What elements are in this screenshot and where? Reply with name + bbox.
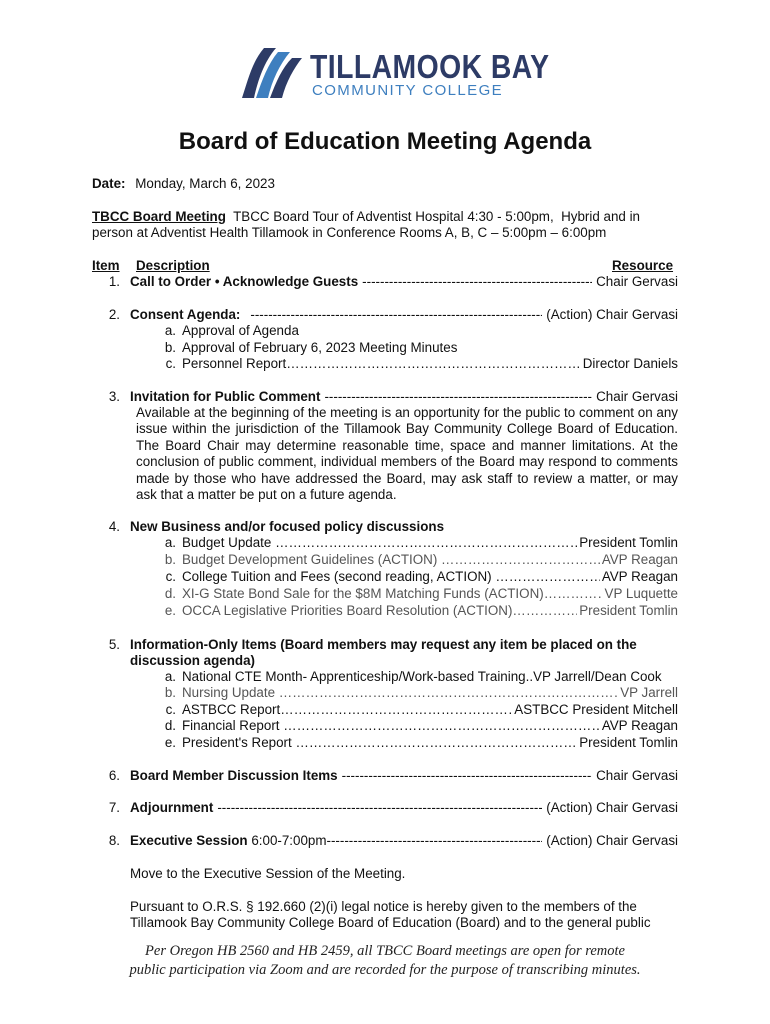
sub-letter: b. bbox=[164, 685, 176, 700]
leader-dots bbox=[279, 685, 618, 701]
item-4b-text: Budget Development Guidelines (ACTION) bbox=[182, 552, 441, 567]
leader-dots bbox=[495, 569, 599, 585]
leader-dots bbox=[283, 718, 600, 734]
item-6-number: 6. bbox=[108, 768, 120, 783]
item-5c-row bbox=[165, 702, 678, 718]
item-4c-row bbox=[165, 569, 678, 585]
item-3-number: 3. bbox=[108, 389, 120, 404]
item-5d-row bbox=[164, 718, 678, 734]
item-5a-text: National CTE Month- Apprenticeship/Work-based Training.. bbox=[182, 669, 534, 684]
item-2a-row bbox=[164, 323, 678, 339]
leader-dots bbox=[275, 535, 577, 551]
leader-dots bbox=[544, 586, 603, 602]
footer-line-1: Per Oregon HB 2560 and HB 2459, all TBCC Board meetings are open for remote bbox=[145, 943, 625, 959]
leader-dashes bbox=[342, 768, 593, 784]
item-4d-text: XI-G State Bond Sale for the $8M Matching Funds (ACTION) bbox=[182, 586, 544, 601]
leader-dashes bbox=[327, 833, 543, 849]
sub-letter: d. bbox=[164, 718, 176, 733]
item-2a-text: Approval of Agenda bbox=[182, 323, 299, 338]
item-8-number: 8. bbox=[108, 833, 120, 848]
item-4-title: New Business and/or focused policy discussions bbox=[130, 519, 445, 534]
sub-letter: b. bbox=[164, 552, 176, 567]
item-8-time: 6:00-7:00pm bbox=[247, 833, 327, 848]
item-2c-text: Personnel Report bbox=[182, 356, 287, 371]
sub-letter: a. bbox=[164, 535, 176, 550]
item-5a-resource: VP Jarrell/Dean Cook bbox=[533, 669, 662, 684]
sub-letter: d. bbox=[164, 586, 176, 601]
legal-notice-line-2: Tillamook Bay Community College Board of Education (Board) and to the general public bbox=[130, 915, 651, 930]
leader-dashes bbox=[324, 389, 592, 405]
item-4a-resource: President Tomlin bbox=[579, 535, 678, 550]
meeting-label: TBCC Board Meeting bbox=[92, 209, 226, 224]
item-5c-text: ASTBCC Report bbox=[182, 702, 281, 717]
item-2c-resource: Director Daniels bbox=[582, 356, 678, 371]
logo-name: TILLAMOOK BAY bbox=[310, 48, 550, 85]
item-4c-resource: AVP Reagan bbox=[601, 569, 678, 584]
item-5d-text: Financial Report bbox=[182, 718, 284, 733]
item-4c-text: College Tuition and Fees (second reading, ACTION) bbox=[182, 569, 496, 584]
meeting-line-2: person at Adventist Health Tillamook in Conference Rooms A, B, C – 5:00pm – 6:00pm bbox=[92, 225, 607, 240]
leader-dots bbox=[441, 552, 600, 568]
leader-dashes bbox=[250, 307, 542, 323]
item-4d-resource: VP Luquette bbox=[604, 586, 678, 601]
item-5d-resource: AVP Reagan bbox=[601, 718, 678, 733]
leader-dots bbox=[512, 603, 577, 619]
item-4b-row bbox=[164, 552, 678, 568]
item-3-row bbox=[130, 389, 678, 405]
item-2c-row bbox=[165, 356, 678, 372]
legal-notice-line-1: Pursuant to O.R.S. § 192.660 (2)(i) legal notice is hereby given to the members of the bbox=[130, 899, 637, 914]
item-5b-resource: VP Jarrell bbox=[620, 685, 678, 700]
logo-subtitle: COMMUNITY COLLEGE bbox=[312, 82, 504, 99]
item-6-resource: Chair Gervasi bbox=[596, 768, 678, 783]
item-2-title: Consent Agenda: bbox=[130, 307, 241, 322]
meeting-line-1 bbox=[92, 209, 640, 225]
item-5b-row bbox=[164, 685, 678, 701]
item-4e-resource: President Tomlin bbox=[579, 603, 678, 618]
date-label: Date: bbox=[92, 176, 126, 191]
item-4e-text: OCCA Legislative Priorities Board Resolution (ACTION) bbox=[182, 603, 513, 618]
item-5-title-line1: Information-Only Items (Board members may request any item be placed on the bbox=[130, 637, 637, 652]
item-2b-row bbox=[164, 340, 678, 356]
sub-letter: a. bbox=[164, 323, 176, 338]
item-7-number: 7. bbox=[108, 800, 120, 815]
header-resource: Resource bbox=[612, 258, 674, 273]
sub-letter: b. bbox=[164, 340, 176, 355]
item-2-resource: (Action) Chair Gervasi bbox=[546, 307, 678, 322]
sub-letter: c. bbox=[165, 569, 176, 584]
item-5a-row bbox=[164, 669, 678, 685]
leader-dashes bbox=[217, 800, 542, 816]
item-8-row bbox=[130, 833, 678, 849]
logo-wave-icon bbox=[238, 44, 304, 100]
executive-session-move: Move to the Executive Session of the Meeting. bbox=[130, 866, 406, 881]
leader-dots bbox=[286, 356, 581, 372]
footer-line-2: public participation via Zoom and are recorded for the purpose of transcribing minutes. bbox=[129, 962, 641, 978]
item-5b-text: Nursing Update bbox=[182, 685, 279, 700]
page-title: Board of Education Meeting Agenda bbox=[178, 128, 592, 155]
meeting-text-1: TBCC Board Tour of Adventist Hospital 4:30 - 5:00pm, Hybrid and in bbox=[225, 209, 641, 224]
item-5e-text: President's Report bbox=[182, 735, 296, 750]
college-logo bbox=[238, 44, 550, 102]
item-4a-row bbox=[164, 535, 678, 551]
item-8-title: Executive Session bbox=[130, 833, 248, 848]
item-5e-row bbox=[164, 735, 678, 751]
footer-note bbox=[0, 942, 770, 980]
item-4e-row bbox=[164, 603, 678, 619]
sub-letter: e. bbox=[164, 603, 176, 618]
header-description: Description bbox=[136, 258, 210, 273]
item-2-number: 2. bbox=[108, 307, 120, 322]
item-2-row bbox=[130, 307, 678, 323]
item-5e-resource: President Tomlin bbox=[579, 735, 678, 750]
sub-letter: c. bbox=[165, 702, 176, 717]
item-4a-text: Budget Update bbox=[182, 535, 276, 550]
sub-letter: c. bbox=[165, 356, 176, 371]
item-1-number: 1. bbox=[108, 274, 120, 289]
item-5-title-line2: discussion agenda) bbox=[130, 653, 256, 668]
date-line bbox=[92, 176, 275, 192]
sub-letter: a. bbox=[164, 669, 176, 684]
item-3-resource: Chair Gervasi bbox=[596, 389, 678, 404]
item-8-resource: (Action) Chair Gervasi bbox=[546, 833, 678, 848]
item-5c-resource: ASTBCC President Mitchell bbox=[514, 702, 678, 717]
item-2b-text: Approval of February 6, 2023 Meeting Minutes bbox=[182, 340, 458, 355]
item-1-row bbox=[130, 274, 678, 290]
item-7-resource: (Action) Chair Gervasi bbox=[546, 800, 678, 815]
item-6-title: Board Member Discussion Items bbox=[130, 768, 338, 783]
item-5-number: 5. bbox=[108, 637, 120, 652]
item-1-resource: Chair Gervasi bbox=[596, 274, 678, 289]
item-6-row bbox=[130, 768, 678, 784]
public-comment-paragraph: Available at the beginning of the meeting is an opportunity for the public to comment on any issue within the jurisdiction of the Tillamook Bay Community College Board of Education. The Board Chair may determine reasonable time, space and manner limitations. At the conclusion of public comment, individual members of the Board may respond to comments made by those who have addressed the Board, may ask staff to review a matter, or may ask that a matter be put on a future agenda. bbox=[136, 405, 678, 503]
item-4b-resource: AVP Reagan bbox=[601, 552, 678, 567]
item-7-title: Adjournment bbox=[130, 800, 214, 815]
leader-dots bbox=[295, 735, 577, 751]
leader-dashes bbox=[362, 274, 592, 290]
sub-letter: e. bbox=[164, 735, 176, 750]
item-4d-row bbox=[164, 586, 678, 602]
item-3-title: Invitation for Public Comment bbox=[130, 389, 321, 404]
header-item: Item bbox=[92, 258, 120, 273]
item-1-title: Call to Order • Acknowledge Guests bbox=[130, 274, 359, 289]
item-4-number: 4. bbox=[108, 519, 120, 534]
item-7-row bbox=[130, 800, 678, 816]
leader-dots bbox=[280, 702, 512, 718]
date-value: Monday, March 6, 2023 bbox=[135, 176, 275, 191]
